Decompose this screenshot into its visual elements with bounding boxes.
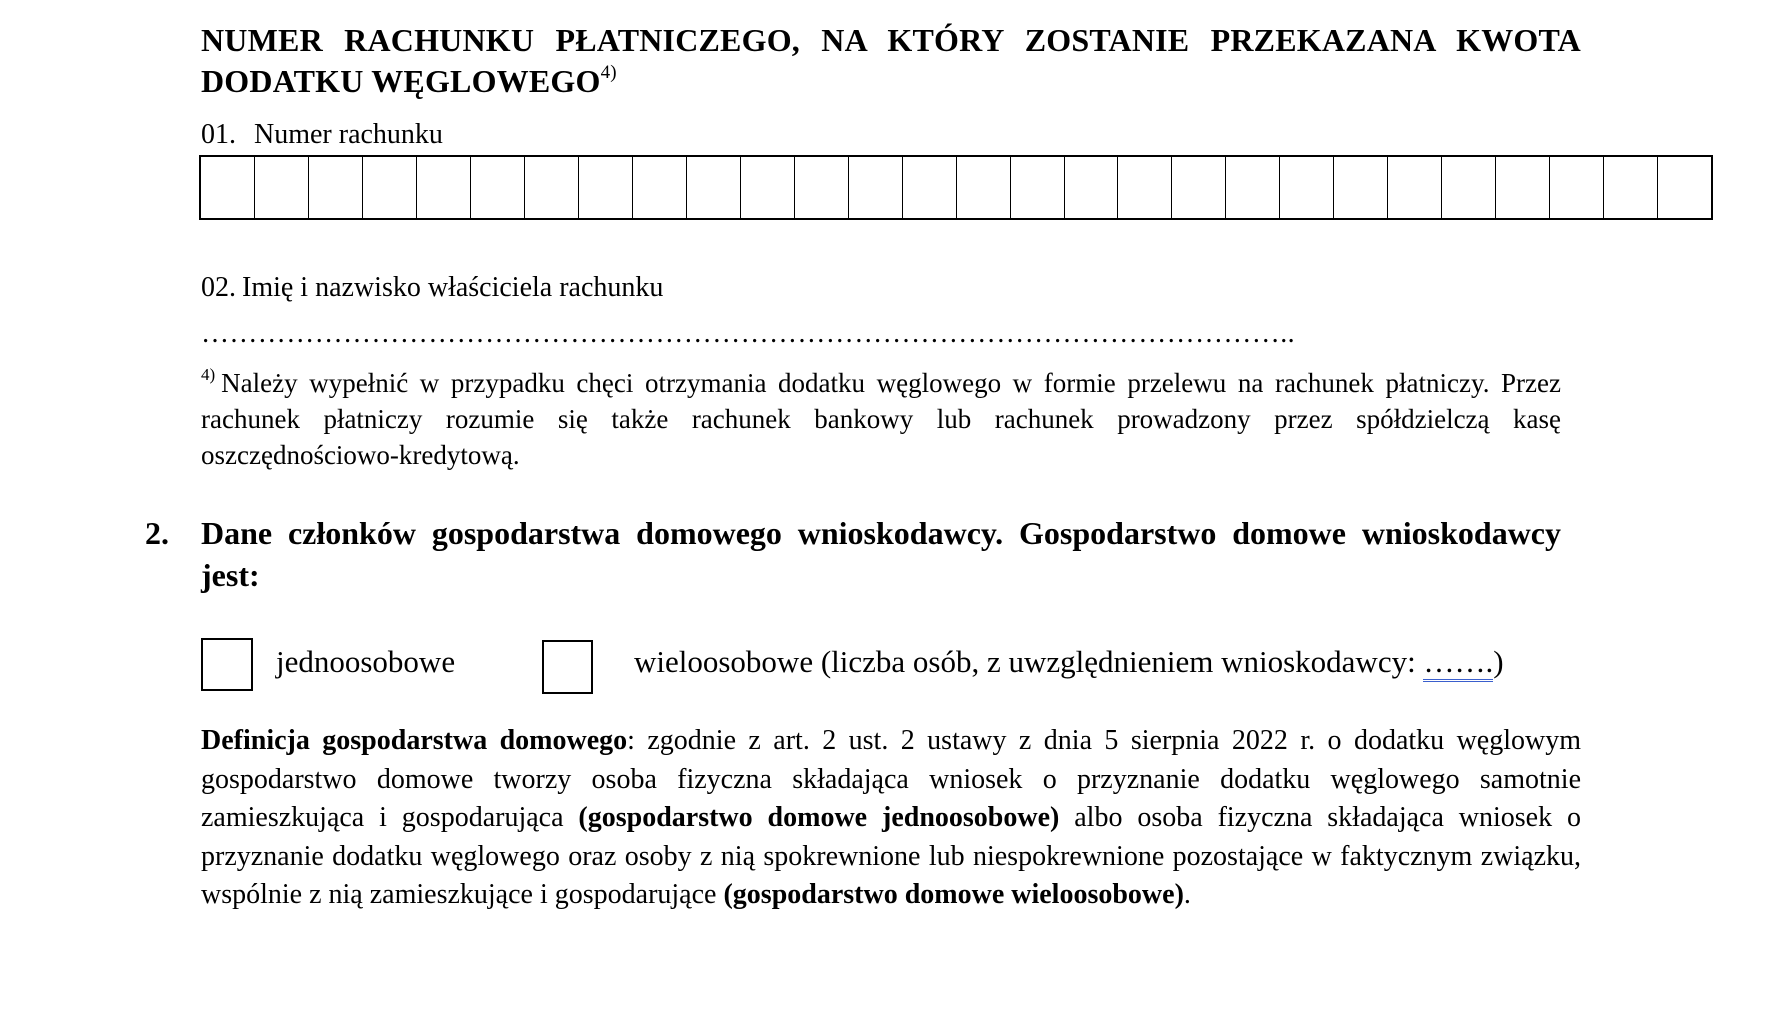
section-title: Dane członków gospodarstwa domowego wnioskodawcy. Gospodarstwo domowe wnioskodawcy jest: <box>201 515 1561 593</box>
definition-term: Definicja gospodarstwa domowego <box>201 725 628 756</box>
definition-end: . <box>1183 879 1191 910</box>
account-number-cell[interactable] <box>471 157 525 218</box>
account-number-cell[interactable] <box>1442 157 1496 218</box>
account-number-cell[interactable] <box>687 157 741 218</box>
account-number-cell[interactable] <box>1496 157 1550 218</box>
multi-person-label-suffix: ) <box>1493 644 1504 679</box>
field-01-label: Numer rachunku <box>254 119 443 150</box>
multi-person-label <box>634 644 1504 680</box>
definition-bold-multi: (gospodarstwo domowe wieloosobowe) <box>723 879 1184 910</box>
account-number-cell[interactable] <box>633 157 687 218</box>
person-count-field[interactable]: ……. <box>1423 644 1493 682</box>
multi-person-label-text: wieloosobowe (liczba osób, z uwzględnieniem wnioskodawcy: <box>634 644 1424 679</box>
account-number-cell[interactable] <box>417 157 471 218</box>
account-number-cell[interactable] <box>1011 157 1065 218</box>
field-02-number: 02. <box>201 272 236 303</box>
account-section-title-text: NUMER RACHUNKU PŁATNICZEGO, NA KTÓRY ZOSTANIE PRZEKAZANA KWOTA DODATKU WĘGLOWEGO <box>201 22 1581 99</box>
footnote-text: Należy wypełnić w przypadku chęci otrzymania dodatku węglowego w formie przelewu na rachunek płatniczy. Przez rachunek płatniczy rozumie się także rachunek bankowy lub rachunek prowadzony przez spółdzielczą kasę oszczędnościowo-kredytową. <box>201 368 1561 470</box>
section-number: 2. <box>145 515 169 551</box>
account-number-cell[interactable] <box>1065 157 1119 218</box>
account-section-title <box>201 20 1581 102</box>
account-number-cell[interactable] <box>1280 157 1334 218</box>
single-person-label: jednoosobowe <box>276 644 456 679</box>
account-number-cell[interactable] <box>579 157 633 218</box>
footnote-4 <box>201 365 1561 473</box>
footnote-ref-4: 4) <box>600 62 617 83</box>
account-number-label <box>201 119 443 151</box>
multi-person-checkbox[interactable] <box>542 640 593 694</box>
account-number-cell[interactable] <box>957 157 1011 218</box>
footnote-marker: 4) <box>201 365 216 384</box>
account-number-cell[interactable] <box>795 157 849 218</box>
definition-bold-single: (gospodarstwo domowe jednoosobowe) <box>578 802 1060 833</box>
account-number-cell[interactable] <box>1604 157 1658 218</box>
single-person-checkbox[interactable] <box>201 638 253 691</box>
household-definition <box>201 722 1581 915</box>
account-number-cell[interactable] <box>1334 157 1388 218</box>
account-number-cell[interactable] <box>849 157 903 218</box>
account-number-cell[interactable] <box>1172 157 1226 218</box>
account-number-cell[interactable] <box>741 157 795 218</box>
account-number-cell[interactable] <box>1550 157 1604 218</box>
account-number-cell[interactable] <box>1118 157 1172 218</box>
account-number-grid <box>199 155 1713 220</box>
account-number-cell[interactable] <box>363 157 417 218</box>
account-number-cell[interactable] <box>1658 157 1711 218</box>
account-owner-name-field[interactable]: …………………………………………………………………………………………………….. <box>201 318 1295 349</box>
definition-text-1: : zgodnie z art. 2 ust. 2 ustawy z dnia 5 sierpnia 2022 r. o dodatku węglowym gospodarstwo domowe tworzy osoba fizyczna składająca wniosek o przyznanie dodatku węglowego samotnie zamieszkująca i gospodarująca <box>201 725 1582 833</box>
field-02-label: Imię i nazwisko właściciela rachunku <box>242 272 664 303</box>
account-number-cell[interactable] <box>903 157 957 218</box>
account-number-cell[interactable] <box>309 157 363 218</box>
account-number-cell[interactable] <box>1388 157 1442 218</box>
account-number-cell[interactable] <box>255 157 309 218</box>
account-number-cell[interactable] <box>525 157 579 218</box>
field-01-number: 01. <box>201 119 236 150</box>
account-number-cell[interactable] <box>201 157 255 218</box>
account-number-cell[interactable] <box>1226 157 1280 218</box>
account-owner-label <box>201 272 663 304</box>
definition-text-2: albo osoba fizyczna składająca wniosek o przyznanie dodatku węglowego oraz osoby z nią spokrewnione lub niespokrewnione pozostające w faktycznym związku, wspólnie z nią zamieszkujące i gospodarujące <box>201 802 1582 910</box>
